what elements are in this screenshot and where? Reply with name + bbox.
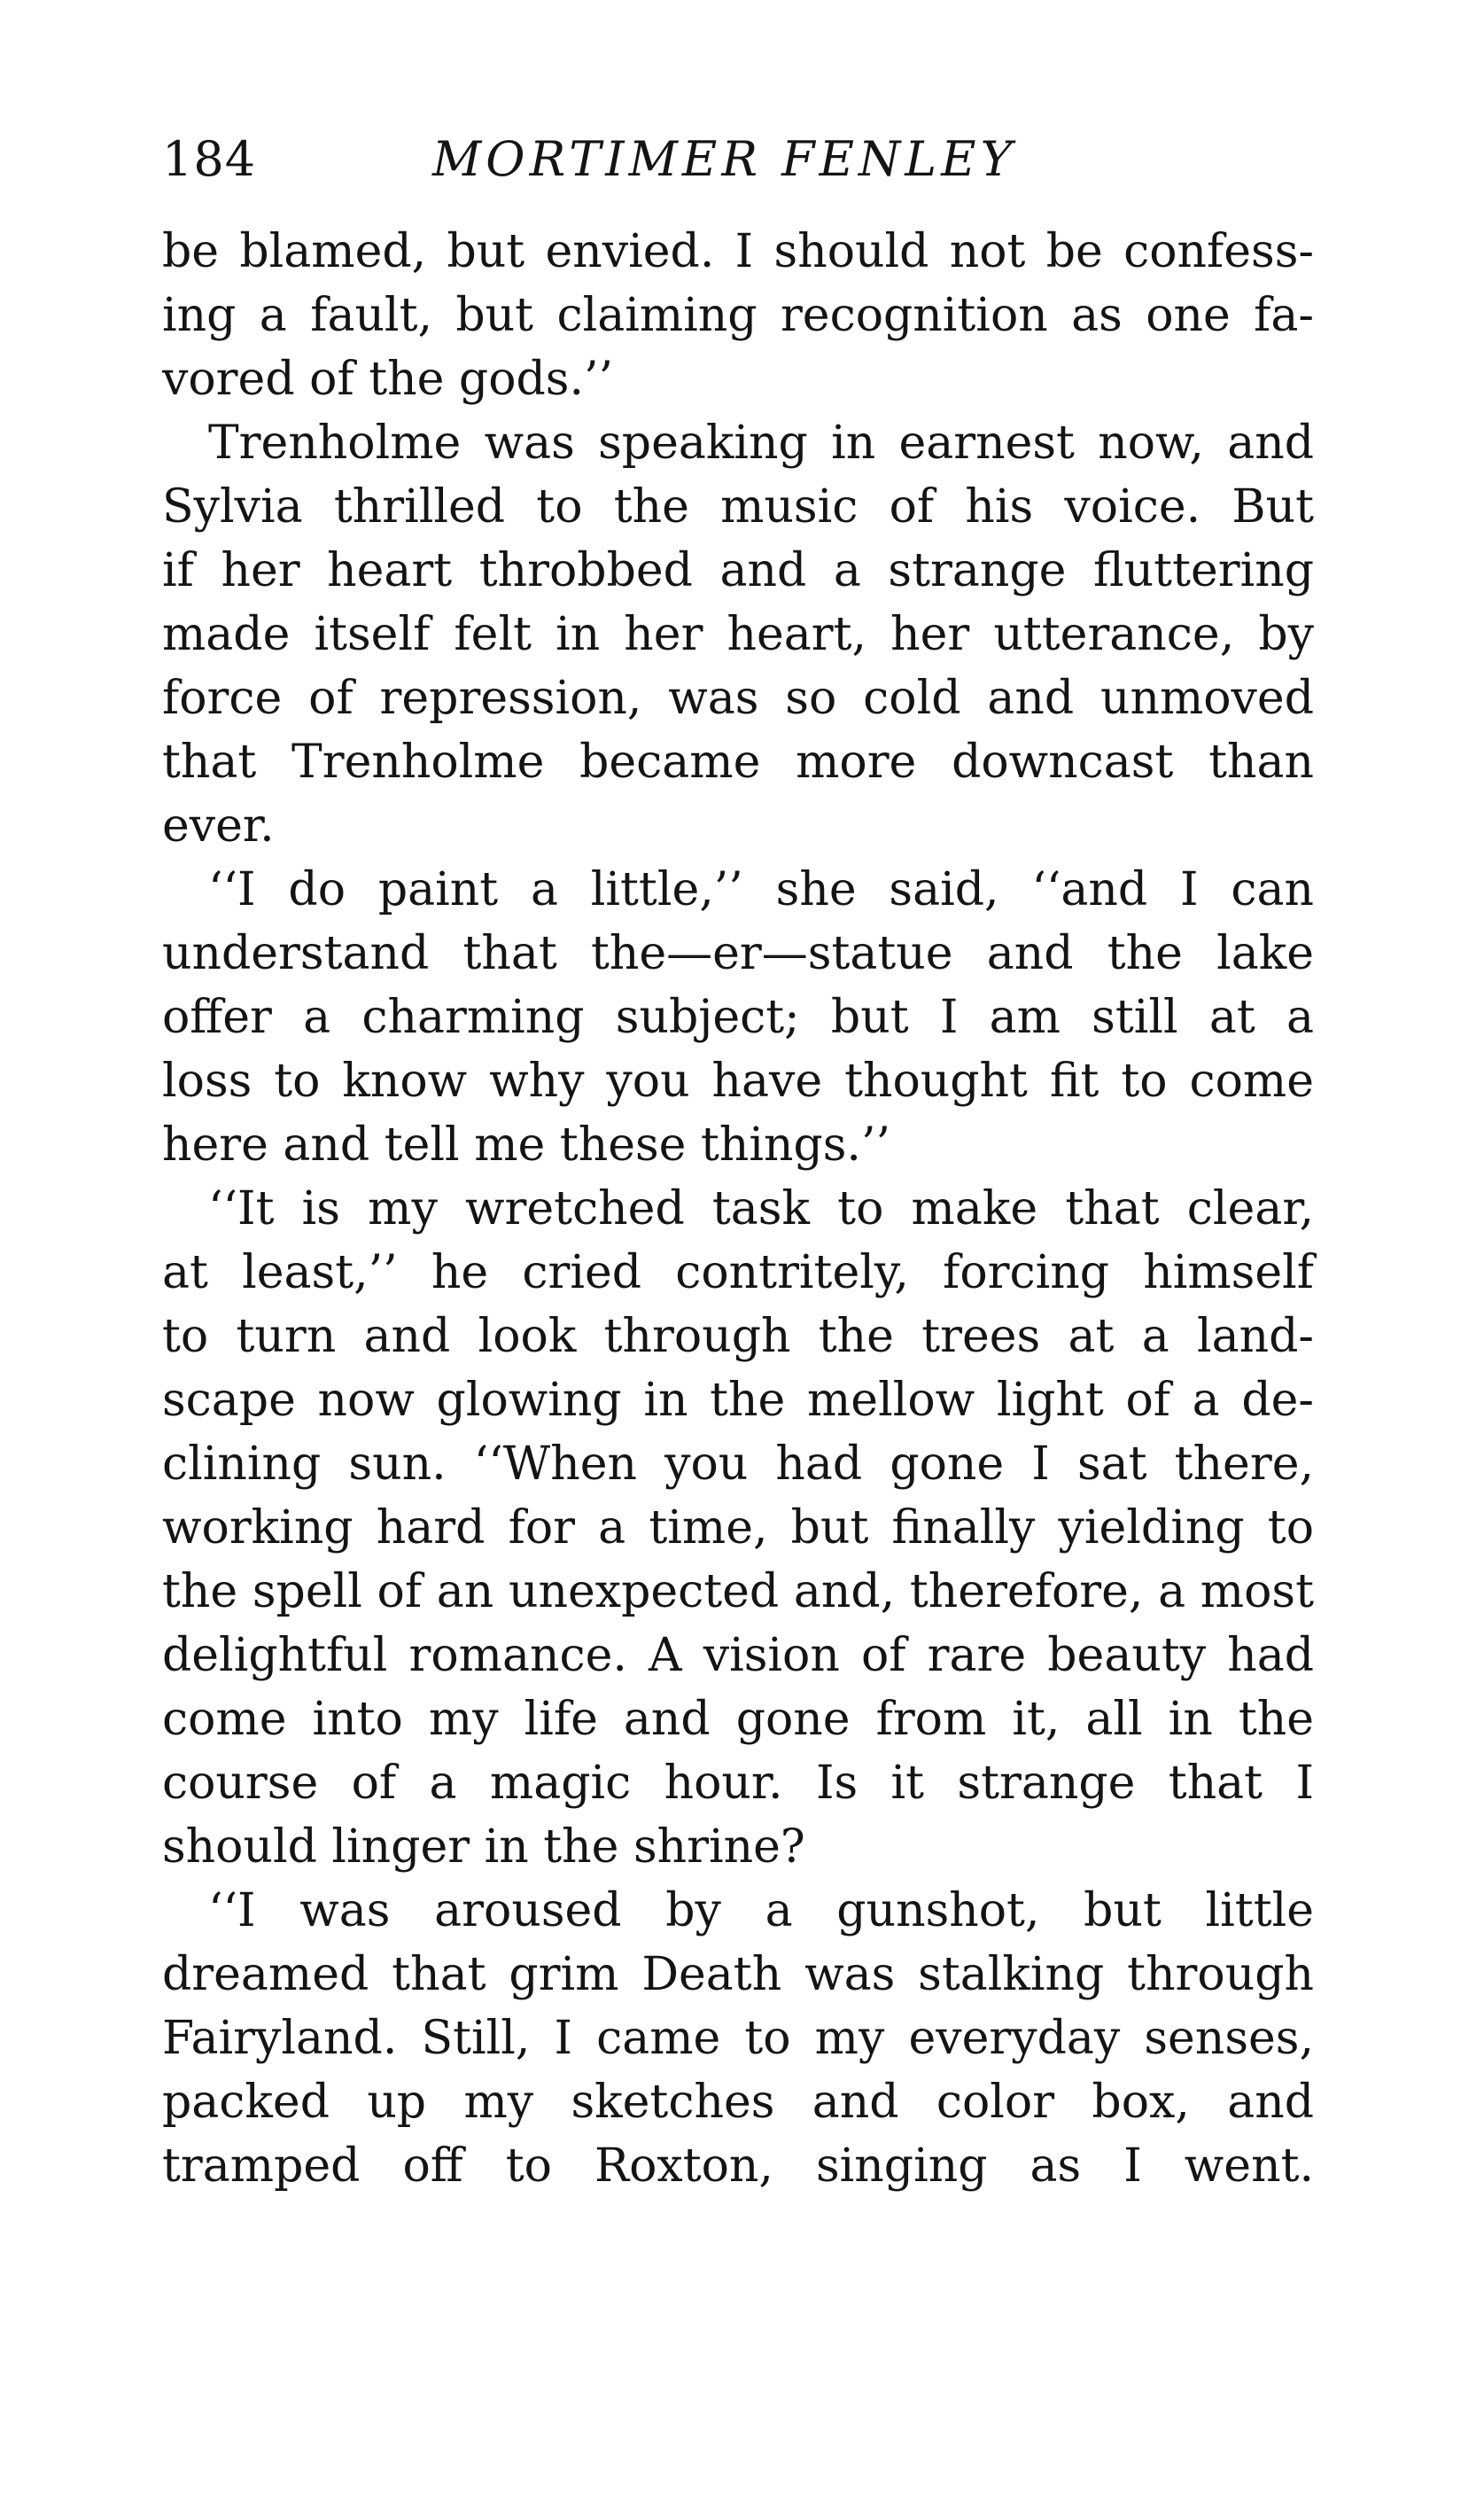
text-line: understand that the—er—statue and the lake: [162, 927, 1314, 980]
running-title: MORTIMER FENLEY: [432, 131, 1017, 187]
text-line: to turn and look through the trees at a land-: [162, 1310, 1314, 1363]
text-line: here and tell me these things.’’: [162, 1118, 891, 1172]
text-line: ever.: [162, 799, 275, 853]
text-line: delightful romance. A vision of rare beauty had: [162, 1629, 1314, 1682]
body-text: [162, 220, 1314, 2198]
text-line: working hard for a time, but finally yielding to: [162, 1501, 1314, 1555]
text-line: course of a magic hour. Is it strange that I: [162, 1757, 1314, 1810]
text-line: packed up my sketches and color box, and: [162, 2076, 1314, 2129]
text-line: be blamed, but envied. I should not be confess-: [162, 225, 1314, 278]
text-line: at least,’’ he cried contritely, forcing himself: [162, 1246, 1314, 1299]
text-line: made itself felt in her heart, her utterance, by: [162, 608, 1314, 661]
text-line: Trenholme was speaking in earnest now, and: [208, 417, 1314, 470]
text-line: Sylvia thrilled to the music of his voice. But: [162, 480, 1314, 534]
text-line: come into my life and gone from it, all in the: [162, 1693, 1314, 1746]
text-line: ‘‘It is my wretched task to make that clear,: [208, 1182, 1314, 1235]
text-line: ‘‘I was aroused by a gunshot, but little: [208, 1884, 1314, 1937]
text-line: the spell of an unexpected and, therefore, a most: [162, 1565, 1314, 1618]
text-line: ‘‘I do paint a little,’’ she said, ‘‘and I can: [208, 863, 1314, 916]
text-line: dreamed that grim Death was stalking through: [162, 1948, 1314, 2001]
text-line: if her heart throbbed and a strange fluttering: [162, 544, 1314, 597]
text-line: clining sun. ‘‘When you had gone I sat there,: [162, 1438, 1314, 1491]
page-number: 184: [162, 131, 257, 187]
text-line: ing a fault, but claiming recognition as one fa-: [162, 289, 1314, 342]
text-line: Fairyland. Still, I came to my everyday senses,: [162, 2012, 1314, 2065]
running-head: [162, 124, 1314, 195]
text-line: vored of the gods.’’: [162, 353, 614, 406]
text-line: that Trenholme became more downcast than: [162, 736, 1314, 789]
text-line: force of repression, was so cold and unmoved: [162, 672, 1314, 725]
text-line: tramped off to Roxton, singing as I went.: [162, 2139, 1314, 2193]
text-line: should linger in the shrine?: [162, 1820, 805, 1874]
text-line: scape now glowing in the mellow light of a de-: [162, 1374, 1314, 1427]
text-line: offer a charming subject; but I am still at a: [162, 991, 1314, 1044]
text-line: loss to know why you have thought fit to come: [162, 1055, 1314, 1108]
